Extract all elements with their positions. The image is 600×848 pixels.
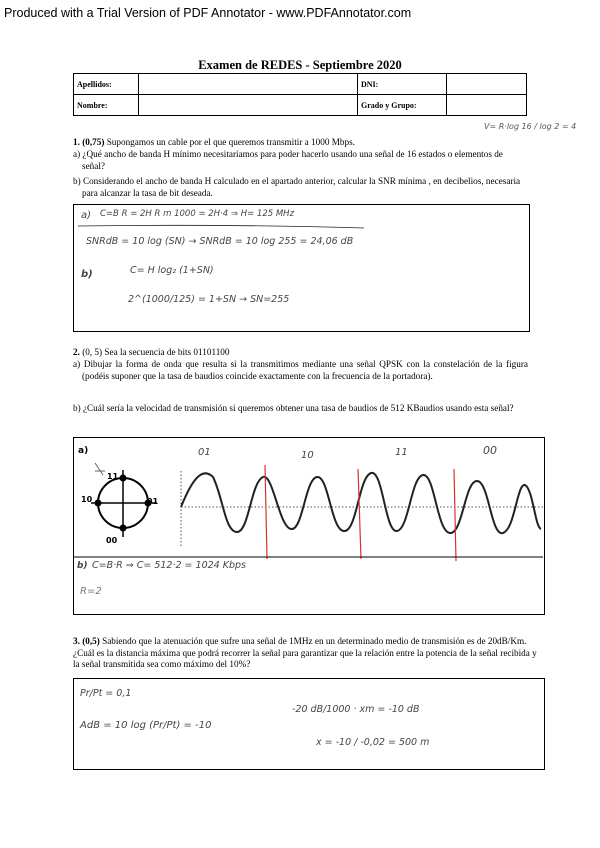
q3-answer-line3: -20 dB/1000 · xm = -10 dB [292, 704, 420, 715]
q3-statement [73, 636, 543, 671]
q1-answer-a-line1: C=B R = 2H R m 1000 = 2H·4 ⇒ H= 125 MHz [100, 209, 295, 219]
q2-figure [73, 437, 543, 613]
q1-text: Supongamos un cable por el que queremos transmitir a 1000 Mbps. [106, 137, 355, 147]
bits-label-00: 00 [483, 444, 497, 457]
q2-figure-label: a) [78, 446, 89, 456]
student-info-table [73, 73, 527, 116]
q3-text: Sabiendo que la atenuación que sufre una señal de 1MHz en un determinado medio de transmisión es de 20dB/Km. ¿Cuál es la distancia máxima que podrá recorrer la señal para garantizar que la relación entre la potencia de la señal recibida y la señal transmitida sea como máximo del 10%? [73, 636, 537, 669]
const-label-11: 11 [107, 472, 119, 481]
q2-answer-b-label: b) [77, 561, 88, 571]
q1-answer-b-line2: 2^(1000/125) = 1+SN → SN=255 [128, 294, 290, 305]
q1-number: 1. (0,75) [73, 137, 105, 147]
page-title: Examen de REDES - Septiembre 2020 [198, 58, 402, 72]
dni-label: DNI: [358, 74, 447, 95]
q1-part-b: b) Considerando el ancho de banda H calculado en el apartado anterior, calcular la SNR mínima , en decibelios, necesaria para alcanzar la tasa de bit deseada. [73, 176, 521, 198]
q2-answer-b-line2: R=2 [80, 586, 102, 597]
q2-part-b: b) ¿Cuál sería la velocidad de transmisión si queremos obtener una tasa de baudios de 512 KBaudios usando esta señal? [73, 403, 514, 413]
symbol-separator-2 [358, 469, 361, 559]
grado-label: Grado y Grupo: [358, 95, 447, 116]
q3-number: 3. (0,5) [73, 636, 100, 646]
nombre-field[interactable] [139, 95, 358, 116]
qpsk-constellation [81, 463, 159, 545]
q1-answer-b-label: b) [81, 269, 93, 280]
q2-part-a: a) Dibujar la forma de onda que resulta si la transmitimos mediante una señal QPSK con la constelación de la figura (podéis suponer que la tasa de baudios coincide exactamente con la frecuencia de la portadora). [73, 359, 528, 381]
apellidos-field[interactable] [139, 74, 358, 95]
apellidos-label: Apellidos: [74, 74, 139, 95]
q3-answer-line4: x = -10 / -0,02 = 500 m [316, 737, 430, 748]
q3-answer-line2: AdB = 10 log (Pr/Pt) = -10 [80, 720, 212, 731]
q3-answer-line1: Pr/Pt = 0,1 [80, 688, 132, 699]
q2-answer-b-line1: C=B·R ⇒ C= 512·2 = 1024 Kbps [92, 560, 246, 571]
q1-underline [76, 224, 366, 230]
grado-field[interactable] [447, 95, 527, 116]
const-point-11 [120, 475, 127, 482]
q2-statement [73, 347, 473, 359]
const-point-00 [120, 525, 127, 532]
const-point-10 [95, 500, 102, 507]
q1-answer-a-label: a) [81, 210, 92, 221]
const-label-01: 01 [147, 497, 159, 506]
symbol-separator-3 [454, 469, 456, 561]
q1-answer-a-line2: SNRdB = 10 log (SN) → SNRdB = 10 log 255 = 24,06 dB [86, 236, 354, 247]
watermark: Produced with a Trial Version of PDF Annotator - www.PDFAnnotator.com [4, 6, 412, 20]
bits-label-11: 11 [395, 447, 408, 458]
q1-margin-note: V= R·log 16 / log 2 = 4 [484, 122, 577, 131]
dni-field[interactable] [447, 74, 527, 95]
const-label-10: 10 [81, 495, 93, 504]
q2-number: 2. [73, 347, 80, 357]
q2-points: (0, 5) [82, 347, 103, 357]
bits-label-10: 10 [301, 450, 314, 461]
qpsk-waveform [181, 473, 541, 533]
bits-label-01: 01 [198, 447, 211, 458]
nombre-label: Nombre: [74, 95, 139, 116]
q2-text: Sea la secuencia de bits 01101100 [104, 347, 230, 357]
q1-answer-b-line1: C= H log₂ (1+SN) [130, 265, 214, 276]
q1-statement [73, 137, 473, 149]
q1-part-a: a) ¿Qué ancho de banda H mínimo necesitaríamos para poder hacerlo usando una señal de 16 estados o elementos de señal? [73, 149, 503, 171]
const-label-00: 00 [106, 536, 118, 545]
